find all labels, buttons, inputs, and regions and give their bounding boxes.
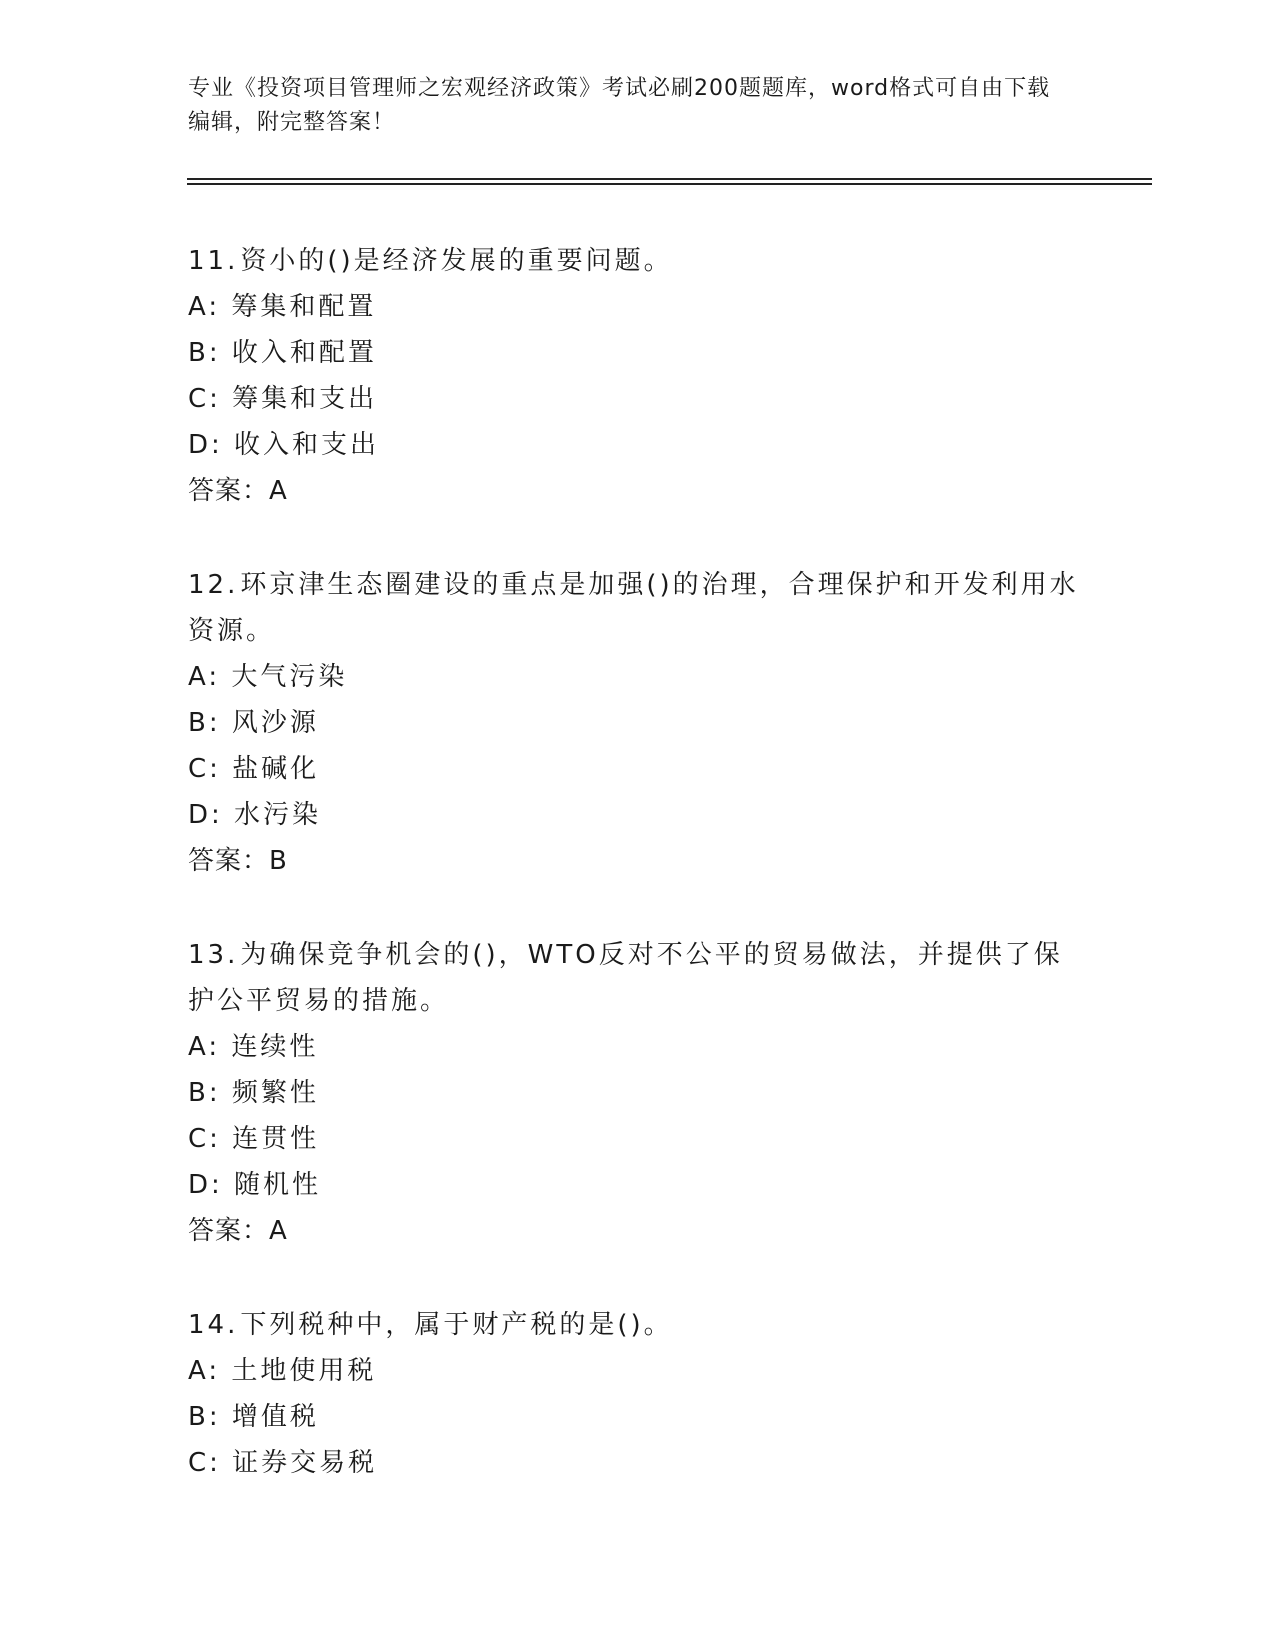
- question-stem: [188, 1302, 1088, 1348]
- question-number: 13.: [188, 940, 239, 970]
- question-stem: [188, 562, 1088, 654]
- question-13: [188, 932, 1088, 1254]
- question-number: 11.: [188, 246, 239, 276]
- question-text: 资小的()是经济发展的重要问题。: [240, 246, 673, 276]
- option-d: D: 水污染: [188, 800, 322, 830]
- answer: 答案：B: [188, 846, 288, 876]
- option-a: A: 土地使用税: [188, 1356, 377, 1386]
- option-c: C: 证券交易税: [188, 1448, 378, 1478]
- answer: 答案：A: [188, 476, 288, 506]
- question-12: [188, 562, 1088, 884]
- question-text: 为确保竞争机会的()，WTO反对不公平的贸易做法，并提供了保护公平贸易的措施。: [188, 940, 1063, 1016]
- header-divider-top: [187, 178, 1152, 180]
- option-b: B: 增值税: [188, 1402, 319, 1432]
- question-number: 12.: [188, 570, 239, 600]
- question-14: [188, 1302, 1088, 1486]
- option-c: C: 盐碱化: [188, 754, 320, 784]
- question-number: 14.: [188, 1310, 239, 1340]
- option-b: B: 频繁性: [188, 1078, 319, 1108]
- option-c: C: 连贯性: [188, 1124, 320, 1154]
- question-list: [188, 238, 1088, 1534]
- question-11: [188, 238, 1088, 514]
- document-header: [188, 72, 1068, 140]
- header-divider-bottom: [187, 183, 1152, 185]
- question-text: 环京津生态圈建设的重点是加强()的治理，合理保护和开发利用水资源。: [188, 570, 1079, 646]
- option-d: D: 随机性: [188, 1170, 322, 1200]
- option-b: B: 风沙源: [188, 708, 319, 738]
- option-a: A: 筹集和配置: [188, 292, 377, 322]
- question-stem: [188, 932, 1088, 1024]
- question-stem: [188, 238, 1088, 284]
- option-c: C: 筹集和支出: [188, 384, 378, 414]
- option-d: D: 收入和支出: [188, 430, 380, 460]
- header-text: 专业《投资项目管理师之宏观经济政策》考试必刷200题题库，word格式可自由下载编辑，附完整答案！: [188, 76, 1051, 135]
- answer: 答案：A: [188, 1216, 288, 1246]
- option-a: A: 大气污染: [188, 662, 348, 692]
- option-b: B: 收入和配置: [188, 338, 377, 368]
- question-text: 下列税种中，属于财产税的是()。: [240, 1310, 673, 1340]
- option-a: A: 连续性: [188, 1032, 319, 1062]
